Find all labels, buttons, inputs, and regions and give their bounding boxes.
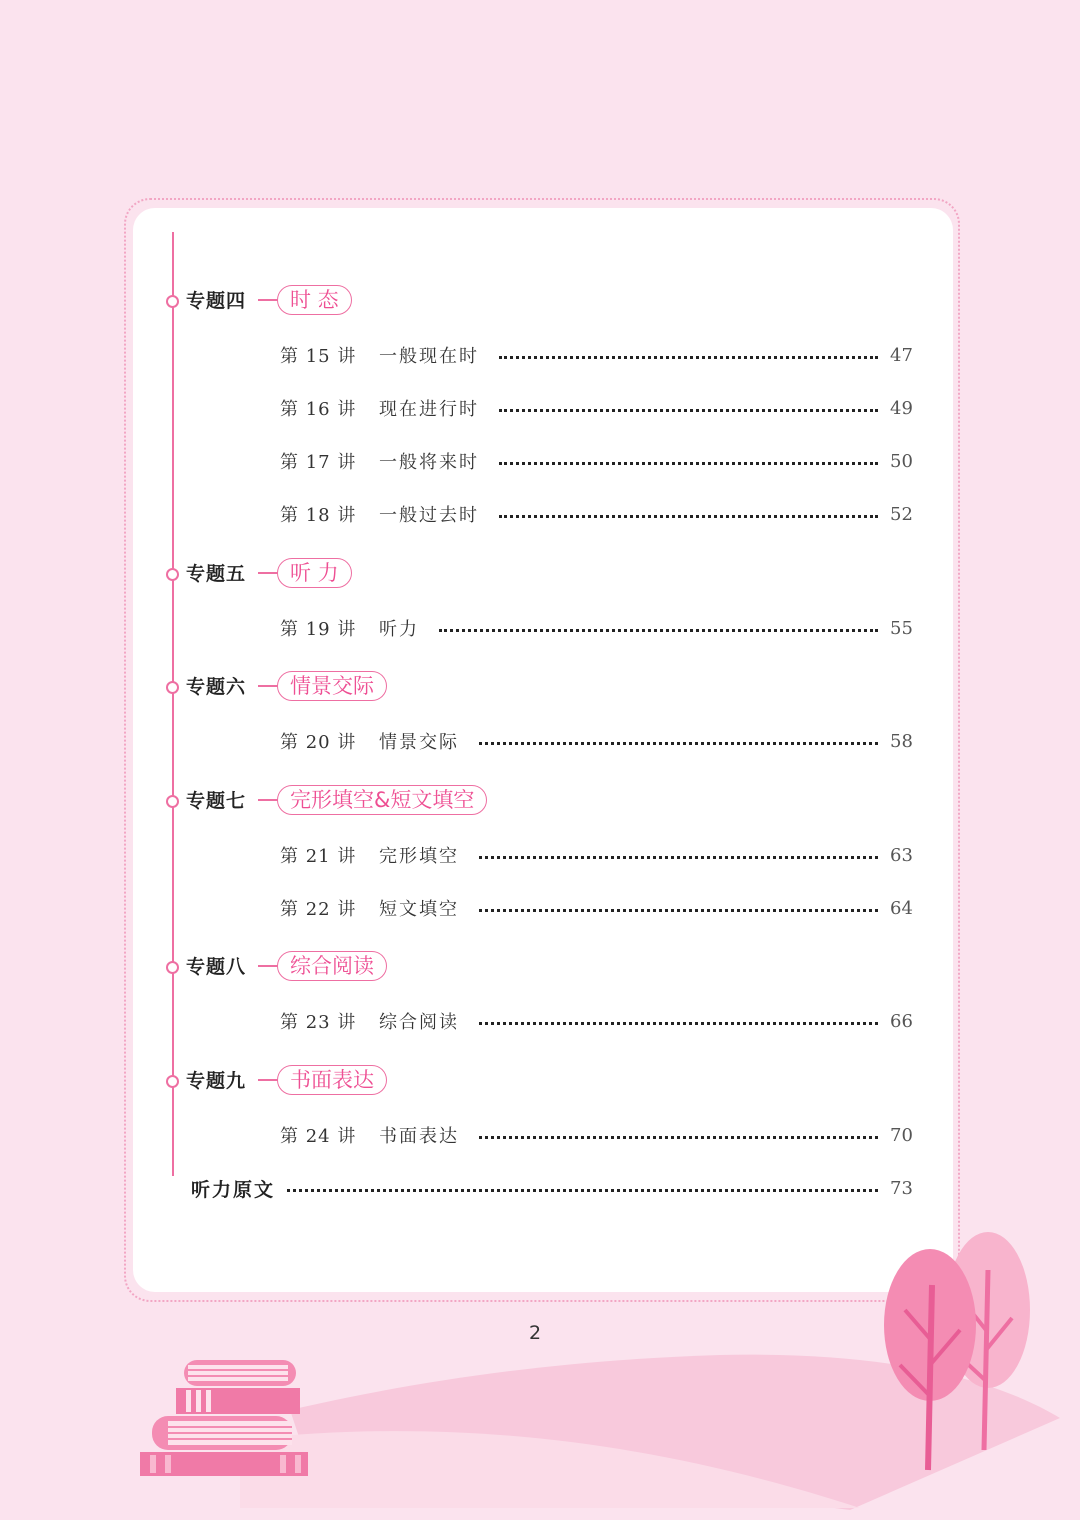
page-ref: 52 <box>890 503 913 525</box>
page-ref: 50 <box>890 450 913 472</box>
lesson-number: 第 23 讲 <box>280 1012 357 1033</box>
lesson-title: 听力 <box>379 619 419 640</box>
topic-label: 专题八 <box>186 956 247 978</box>
lesson-number: 第 22 讲 <box>280 899 357 920</box>
lesson-number: 第 15 讲 <box>280 346 357 367</box>
topic-title-pill: 完形填空&短文填空 <box>277 785 487 815</box>
page-ref: 47 <box>890 344 913 366</box>
topic-title-pill: 时 态 <box>277 285 352 315</box>
lesson-title: 书面表达 <box>379 1126 459 1147</box>
topic-title-pill: 综合阅读 <box>277 951 387 981</box>
lesson-number: 第 16 讲 <box>280 399 357 420</box>
lesson-title: 短文填空 <box>379 899 459 920</box>
topic-title-pill: 情景交际 <box>277 671 387 701</box>
lesson-title: 一般现在时 <box>379 346 479 367</box>
page-number: 2 <box>528 1322 542 1344</box>
entry-title: 听力原文 <box>191 1178 276 1201</box>
page-ref: 55 <box>890 617 913 639</box>
lesson-number: 第 19 讲 <box>280 619 357 640</box>
lesson-title: 一般将来时 <box>379 452 479 473</box>
page-ref: 58 <box>890 730 913 752</box>
lesson-number: 第 21 讲 <box>280 846 357 867</box>
topic-title-pill: 听 力 <box>277 558 352 588</box>
lesson-number: 第 20 讲 <box>280 732 357 753</box>
lesson-number: 第 24 讲 <box>280 1126 357 1147</box>
topic-label: 专题四 <box>186 290 247 312</box>
page-ref: 63 <box>890 844 913 866</box>
topic-label: 专题九 <box>186 1070 247 1092</box>
topic-title-pill: 书面表达 <box>277 1065 387 1095</box>
lesson-title: 一般过去时 <box>379 505 479 526</box>
lesson-title: 情景交际 <box>379 732 459 753</box>
lesson-title: 完形填空 <box>379 846 459 867</box>
lesson-number: 第 18 讲 <box>280 505 357 526</box>
page-ref: 49 <box>890 397 913 419</box>
page-ref: 64 <box>890 897 913 919</box>
lesson-title: 现在进行时 <box>379 399 479 420</box>
lesson-title: 综合阅读 <box>379 1012 459 1033</box>
page-ref: 70 <box>890 1124 913 1146</box>
topic-label: 专题五 <box>186 563 247 585</box>
topic-label: 专题七 <box>186 790 247 812</box>
topic-label: 专题六 <box>186 676 247 698</box>
page-ref: 73 <box>890 1177 913 1199</box>
lesson-number: 第 17 讲 <box>280 452 357 473</box>
page-ref: 66 <box>890 1010 913 1032</box>
